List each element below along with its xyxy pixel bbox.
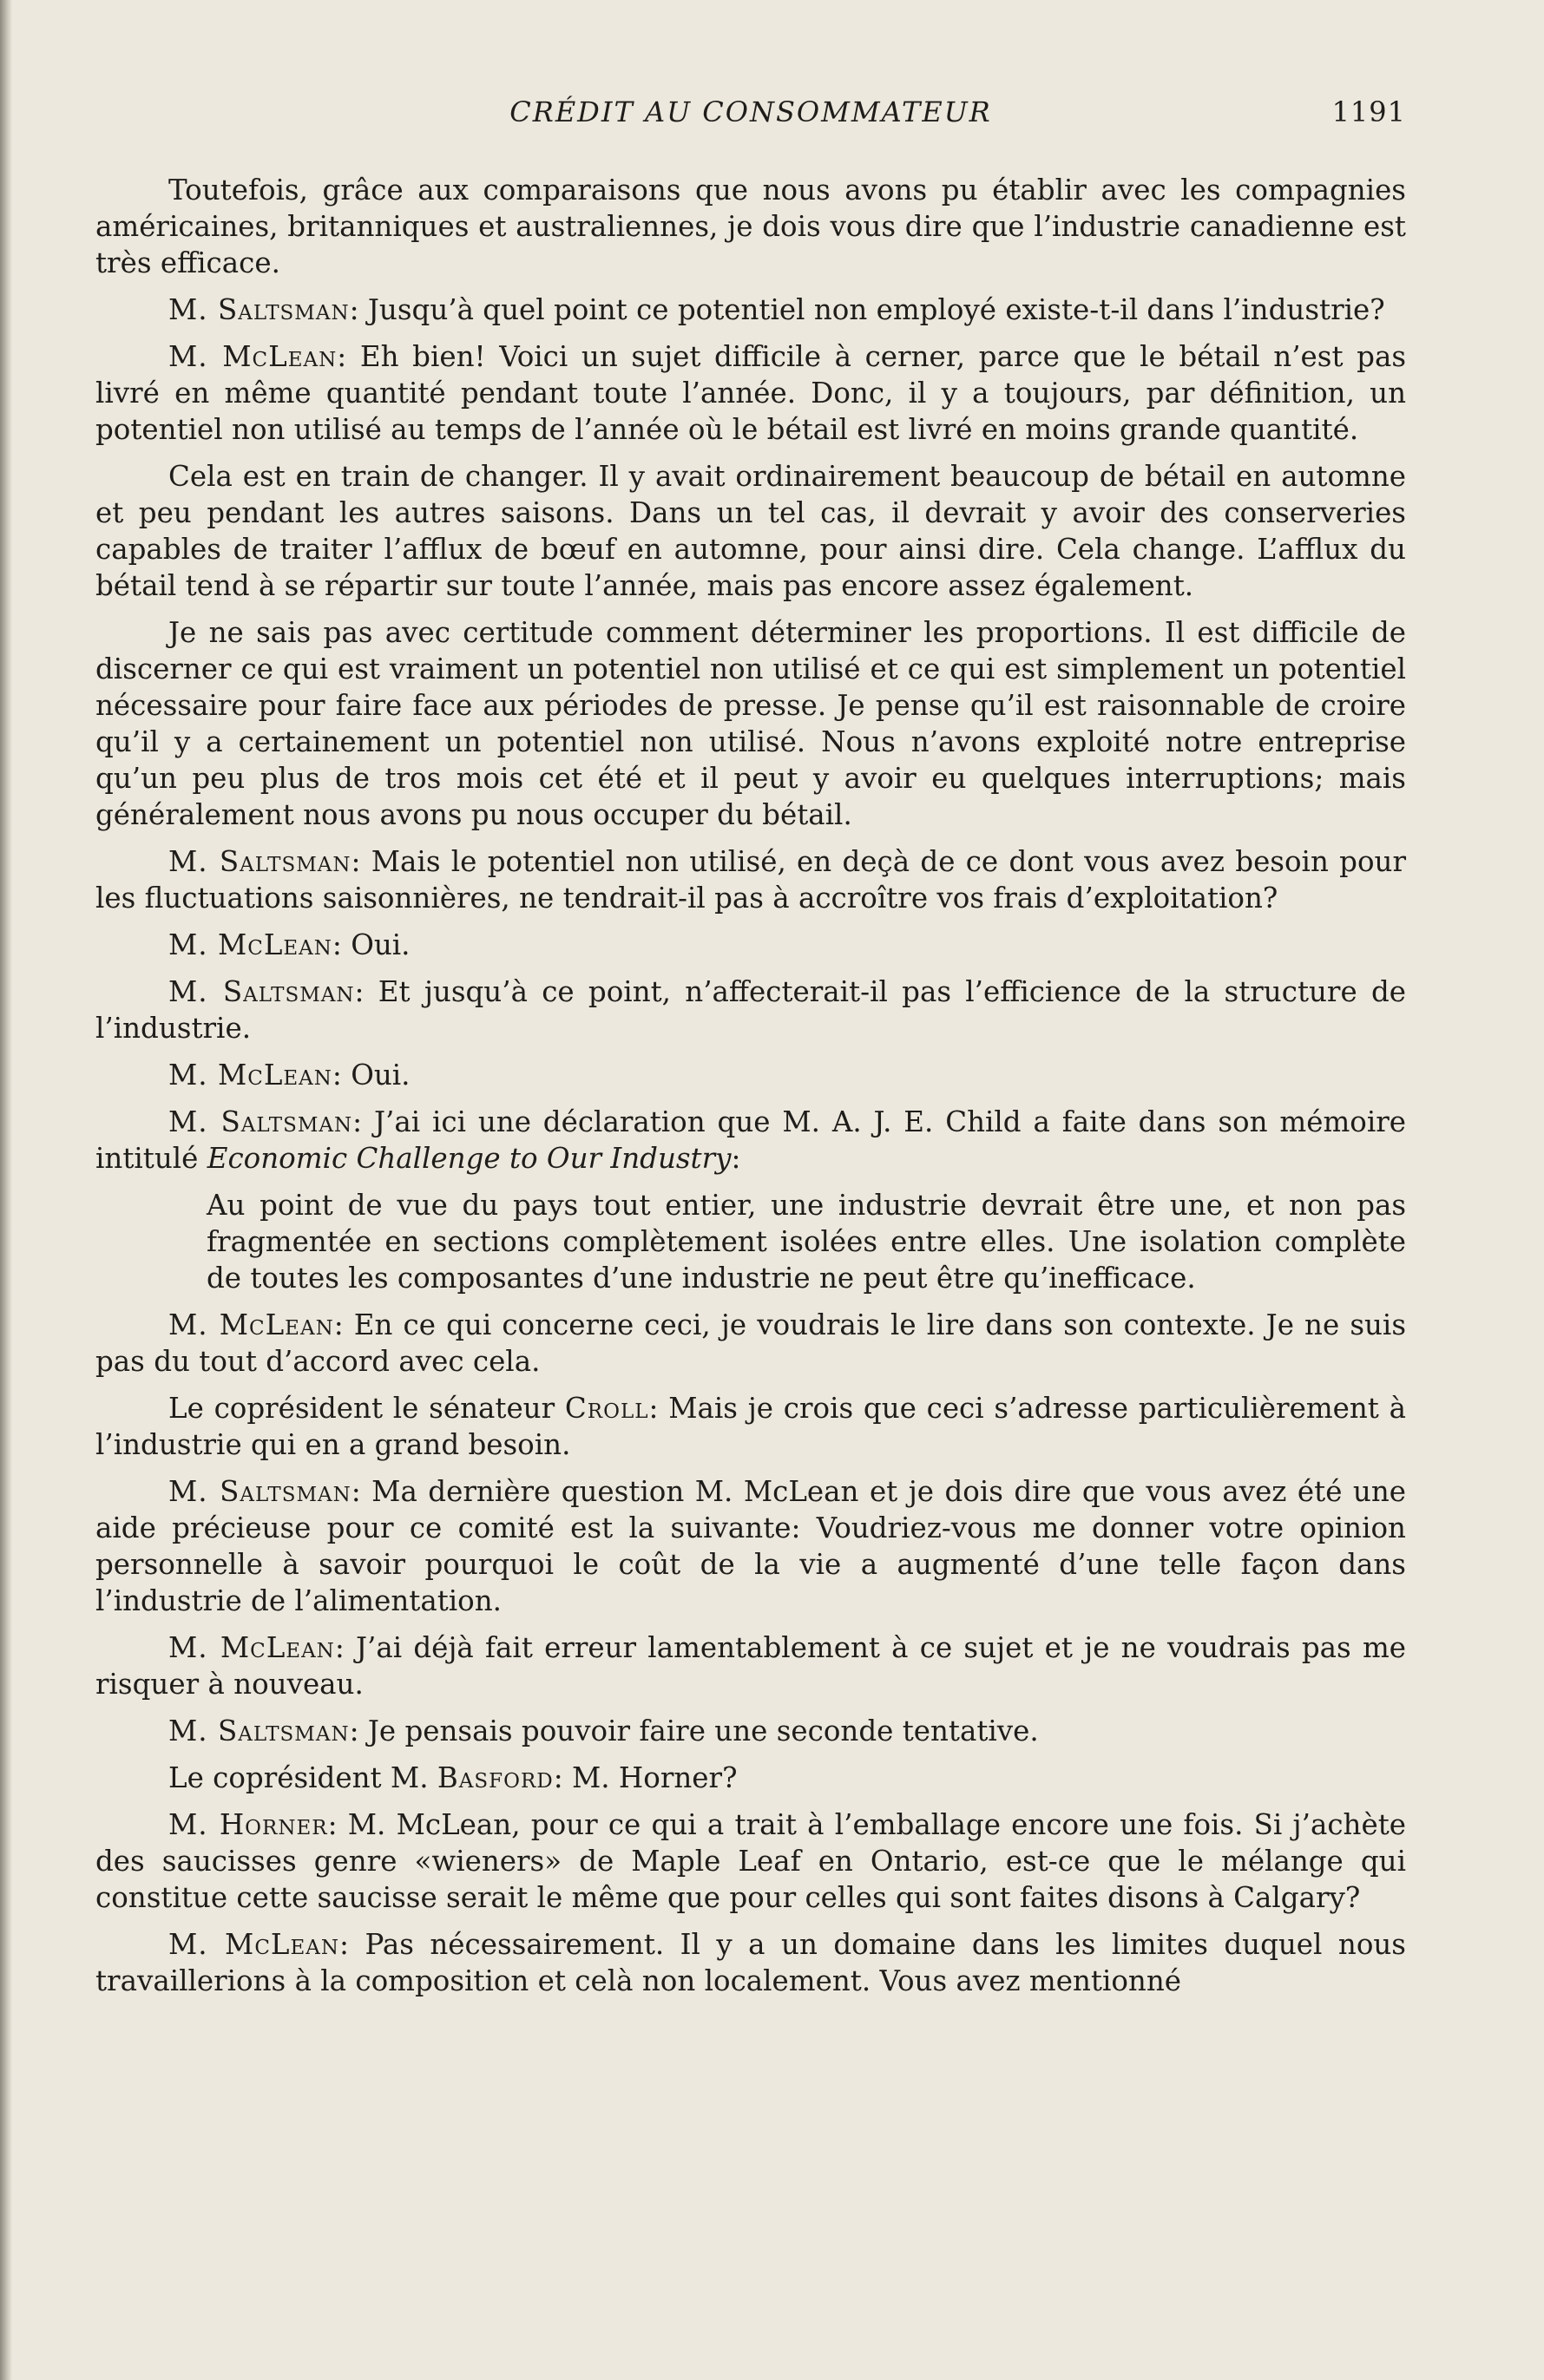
speaker-name: M. McLean	[168, 1928, 340, 1961]
block-quote	[207, 1187, 1406, 1296]
paragraph-text: : Pas nécessairement. Il y a un domaine dans les limites duquel nous travaillerions à la composition et celà non localement. Vous avez mentionné	[95, 1928, 1406, 1997]
paragraph	[95, 1926, 1406, 1999]
paragraph	[95, 974, 1406, 1046]
paragraph-text: : Oui.	[332, 1059, 411, 1092]
speaker-name: Basford	[437, 1761, 554, 1794]
speaker-name: M. McLean	[168, 340, 338, 373]
running-header	[95, 87, 1406, 139]
paragraph-text: : M. Horner?	[553, 1761, 738, 1794]
speaker-name: M. McLean	[168, 1631, 335, 1664]
paragraph-text: Cela est en train de changer. Il y avait ordinairement beaucoup de bétail en automne et peu pendant les autres saisons. Dans un tel cas, il devrait y avoir des conserveries capables de traiter l’afflux de bœuf en automne, pour ainsi dire. Cela change. L’afflux du bétail tend à se répartir sur toute l’année, mais pas encore assez également.	[95, 460, 1406, 602]
paragraph	[95, 338, 1406, 448]
speaker-name: M. Saltsman	[168, 845, 352, 878]
work-title: Economic Challenge to Our Industry	[207, 1142, 732, 1175]
paragraph-text: : Je pensais pouvoir faire une seconde tentative.	[349, 1715, 1039, 1747]
document-body	[95, 172, 1406, 1999]
paragraph-text: : Jusqu’à quel point ce potentiel non employé existe-t-il dans l’industrie?	[349, 293, 1385, 326]
paragraph	[95, 1806, 1406, 1916]
paragraph-text: : Eh bien! Voici un sujet difficile à cerner, parce que le bétail n’est pas livré en même quantité pendant toute l’année. Donc, il y a toujours, par définition, un potentiel non utilisé au temps de l’année où le bétail est livré en moins grande quantité.	[95, 340, 1407, 446]
speaker-name: M. Saltsman	[168, 1105, 353, 1138]
speaker-name: M. Saltsman	[168, 1475, 352, 1508]
speaker-prefix: Le coprésident M.	[168, 1761, 437, 1794]
paragraph-text: Je ne sais pas avec certitude comment déterminer les proportions. Il est difficile de discerner ce qui est vraiment un potentiel non utilisé et ce qui est simplement un potentiel nécessaire pour faire face aux périodes de presse. Je pense qu’il est raisonnable de croire qu’il y a certainement un potentiel non utilisé. Nous n’avons exploité notre entreprise qu’un peu plus de tros mois cet été et il peut y avoir eu quelques interruptions; mais généralement nous avons pu nous occuper du bétail.	[95, 616, 1406, 831]
page-binding-shadow	[0, 0, 12, 2380]
paragraph	[95, 1390, 1406, 1463]
speaker-name: M. Horner	[168, 1808, 328, 1841]
speaker-name: Croll	[564, 1392, 649, 1425]
paragraph-text-after: :	[731, 1142, 741, 1175]
paragraph-text: : Mais je crois que ceci s’adresse particulièrement à l’industrie qui en a grand besoin.	[95, 1392, 1406, 1461]
paragraph	[95, 172, 1406, 281]
speaker-name: M. McLean	[168, 928, 332, 961]
running-title: CRÉDIT AU CONSOMMATEUR	[509, 95, 992, 128]
paragraph-text: Au point de vue du pays tout entier, une industrie devrait être une, et non pas fragmentée en sections complètement isolées entre elles. Une isolation complète de toutes les composantes d’une industrie ne peut être qu’inefficace.	[207, 1189, 1406, 1295]
paragraph-text: : Oui.	[332, 928, 411, 961]
page-number: 1191	[1331, 95, 1406, 128]
paragraph-text: : M. McLean, pour ce qui a trait à l’emballage encore une fois. Si j’achète des saucisses genre «wieners» de Maple Leaf en Ontario, est-ce que le mélange qui constitue cette saucisse serait le même que pour celles qui sont faites disons à Calgary?	[95, 1808, 1406, 1914]
paragraph	[95, 458, 1406, 604]
speaker-name: M. McLean	[168, 1059, 332, 1092]
paragraph-text: : J’ai déjà fait erreur lamentablement à ce sujet et je ne voudrais pas me risquer à nouveau.	[95, 1631, 1407, 1701]
paragraph	[95, 1713, 1406, 1749]
paragraph	[95, 1104, 1406, 1177]
paragraph-text: : En ce qui concerne ceci, je voudrais le lire dans son contexte. Je ne suis pas du tout d’accord avec cela.	[95, 1308, 1407, 1378]
paragraph	[95, 614, 1406, 833]
paragraph	[95, 1760, 1406, 1796]
speaker-name: M. Saltsman	[168, 975, 355, 1008]
paragraph	[95, 1629, 1406, 1702]
speaker-name: M. McLean	[168, 1308, 334, 1341]
paragraph-text: : Et jusqu’à ce point, n’affecterait-il pas l’efficience de la structure de l’industrie.	[95, 975, 1407, 1045]
paragraph-text: Toutefois, grâce aux comparaisons que nous avons pu établir avec les compagnies américaines, britanniques et australiennes, je dois vous dire que l’industrie canadienne est très efficace.	[95, 174, 1406, 279]
paragraph-text: : J’ai ici une déclaration que M. A. J. E. Child a faite dans son mémoire intitulé	[95, 1105, 1407, 1175]
paragraph	[95, 927, 1406, 963]
paragraph	[95, 843, 1406, 916]
document-page	[95, 87, 1406, 2010]
paragraph-text: : Mais le potentiel non utilisé, en deçà de ce dont vous avez besoin pour les fluctuations saisonnières, ne tendrait-il pas à accroître vos frais d’exploitation?	[95, 845, 1407, 915]
paragraph	[95, 1057, 1406, 1093]
paragraph-text: : Ma dernière question M. McLean et je dois dire que vous avez été une aide précieuse pour ce comité est la suivante: Voudriez-vous me donner votre opinion personnelle à savoir pourquoi le coût de la vie a augmenté d’une telle façon dans l’industrie de l’alimentation.	[95, 1475, 1407, 1617]
speaker-name: M. Saltsman	[168, 1715, 350, 1747]
paragraph	[95, 1473, 1406, 1619]
speaker-prefix: Le coprésident le sénateur	[168, 1392, 565, 1425]
speaker-name: M. Saltsman	[168, 293, 350, 326]
paragraph	[95, 1307, 1406, 1380]
paragraph	[95, 292, 1406, 328]
